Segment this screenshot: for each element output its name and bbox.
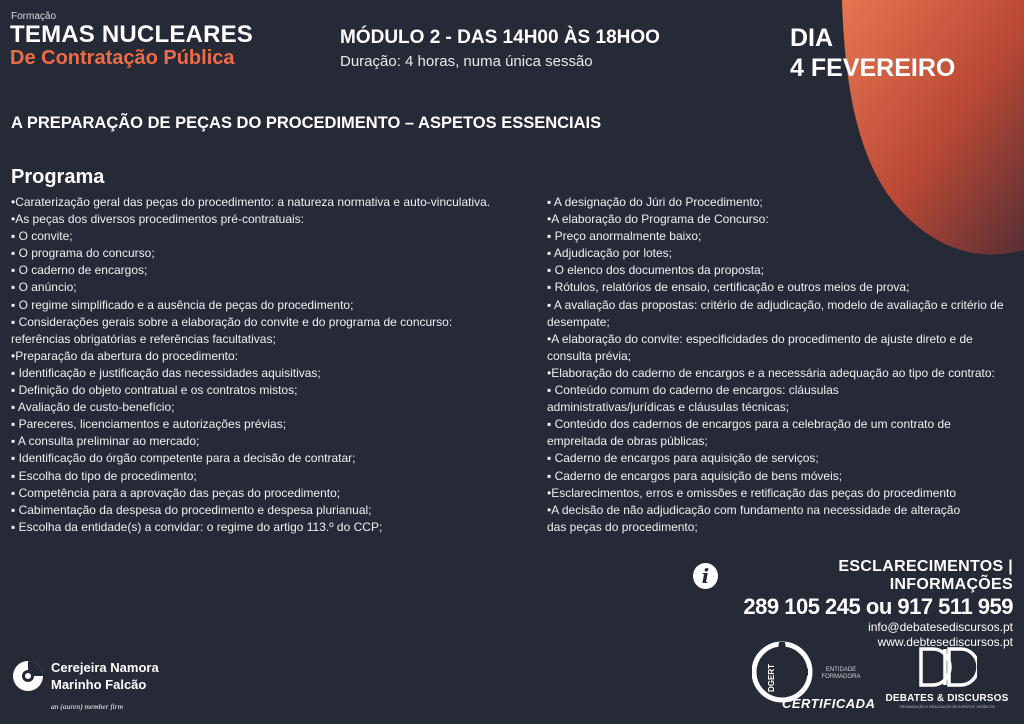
program-item: ▪ Conteúdo dos cadernos de encargos para a celebração de um contrato de empreitada de obras públicas;	[547, 417, 951, 449]
program-item: ▪ O elenco dos documentos da proposta;	[547, 263, 765, 278]
program-item: ▪ Competência para a aprovação das peças do procedimento;	[11, 485, 341, 500]
program-item: ▪ Rótulos, relatórios de ensaio, certificação e outros meios de prova;	[547, 280, 910, 295]
organizer-tagline: ORGANIZAÇÃO E REALIZAÇÃO DE EVENTOS JURÍDICOS	[899, 705, 995, 709]
program-item: ▪ Caderno de encargos para aquisição de bens móveis;	[547, 468, 843, 483]
date-value: 4 FEVEREIRO	[790, 54, 956, 82]
program-item: •As peças dos diversos procedimentos pré-contratuais:	[11, 212, 305, 227]
partner-logo	[11, 659, 159, 711]
day-label: DIA	[790, 24, 834, 52]
program-item: ▪ O programa do concurso;	[11, 246, 155, 261]
info-icon: i	[693, 563, 718, 589]
program-item: ▪ Caderno de encargos para aquisição de serviços;	[547, 451, 819, 466]
program-item: ▪ Avaliação de custo-benefício;	[11, 400, 175, 415]
program-item: ▪ Escolha do tipo de procedimento;	[11, 468, 197, 483]
program-item: ▪ O anúncio;	[11, 280, 77, 295]
organizer-mark-icon	[917, 646, 977, 688]
program-item: •Preparação da abertura do procedimento:	[11, 348, 239, 363]
program-item: ▪ Identificação do órgão competente para a decisão de contratar;	[11, 451, 356, 466]
program-item: ▪ A avaliação das propostas: critério de adjudicação, modelo de avaliação e critério de desempate;	[547, 297, 1004, 329]
phone-numbers[interactable]: 289 105 245 ou 917 511 959	[743, 594, 1013, 619]
partner-name: Cerejeira Namora Marinho Falcão	[51, 660, 159, 692]
organizer-logo	[880, 646, 1014, 709]
program-right-column	[547, 194, 1007, 536]
program-item: •Esclarecimentos, erros e omissões e retificação das peças do procedimento	[547, 485, 957, 500]
contact-header	[693, 558, 1013, 594]
program-item: ▪ Escolha da entidade(s) a convidar: o regime do artigo 113.º do CCP;	[11, 519, 383, 534]
module-schedule: MÓDULO 2 - DAS 14H00 ÀS 18HOO	[340, 27, 660, 48]
organizer-name: DEBATES & DISCURSOS	[885, 693, 1009, 704]
program-item: ▪ Pareceres, licenciamentos e autorizações prévias;	[11, 417, 287, 432]
program-item: •Caraterização geral das peças do procedimento: a natureza normativa e auto-vinculativa.	[11, 195, 491, 209]
program-item: •A decisão de não adjudicação com fundamento na necessidade de alteração das peças do procedimento;	[547, 502, 961, 534]
event-date	[790, 23, 955, 83]
dgert-mark: DGERT	[767, 664, 776, 692]
program-item: ▪ O caderno de encargos;	[11, 263, 148, 278]
partner-tagline: an (auren) member firm	[51, 702, 124, 711]
program-item: •A elaboração do convite: especificidades do procedimento de ajuste direto e de consulta prévia;	[547, 331, 973, 363]
certification-caption: ENTIDADE FORMADORA	[821, 667, 861, 680]
program-item: ▪ Considerações gerais sobre a elaboração do convite e do programa de concurso: referências obrigatórias e referências facultativas;	[11, 314, 453, 346]
program-left-column	[11, 194, 546, 536]
certification-word: CERTIFICADA	[782, 696, 876, 711]
contact-title: ESCLARECIMENTOS | INFORMAÇÕES	[838, 558, 1013, 593]
program-item: ▪ O regime simplificado e a ausência de peças do procedimento;	[11, 297, 354, 312]
duration-text: Duração: 4 horas, numa única sessão	[340, 53, 593, 70]
program-item: ▪ Conteúdo comum do caderno de encargos: cláusulas administrativas/jurídicas e cláusulas técnicas;	[547, 383, 839, 415]
program-item: ▪ Cabimentação da despesa do procedimento e despesa plurianual;	[11, 502, 372, 517]
course-title: TEMAS NUCLEARES	[10, 21, 254, 48]
kicker-label: Formação	[11, 11, 57, 22]
program-item: ▪ Definição do objeto contratual e os contratos mistos;	[11, 383, 298, 398]
partner-mark-icon	[11, 659, 45, 693]
website-link[interactable]: www.debtesediscursos.pt	[877, 635, 1013, 649]
course-subtitle: De Contratação Pública	[10, 47, 235, 69]
program-item: ▪ Identificação e justificação das necessidades aquisitivas;	[11, 365, 321, 380]
program-item: ▪ Preço anormalmente baixo;	[547, 229, 702, 244]
section-heading: A PREPARAÇÃO DE PEÇAS DO PROCEDIMENTO – ASPETOS ESSENCIAIS	[11, 114, 602, 132]
program-item: ▪ A consulta preliminar ao mercado;	[11, 434, 200, 449]
program-title: Programa	[11, 166, 105, 188]
program-item: ▪ O convite;	[11, 229, 73, 244]
program-item: ▪ Adjudicação por lotes;	[547, 246, 672, 261]
program-item: •A elaboração do Programa de Concurso:	[547, 212, 769, 227]
program-item: •Elaboração do caderno de encargos e a necessária adequação ao tipo de contrato:	[547, 365, 995, 380]
program-item: ▪ A designação do Júri do Procedimento;	[547, 195, 763, 209]
email-link[interactable]: info@debatesediscursos.pt	[868, 620, 1013, 634]
